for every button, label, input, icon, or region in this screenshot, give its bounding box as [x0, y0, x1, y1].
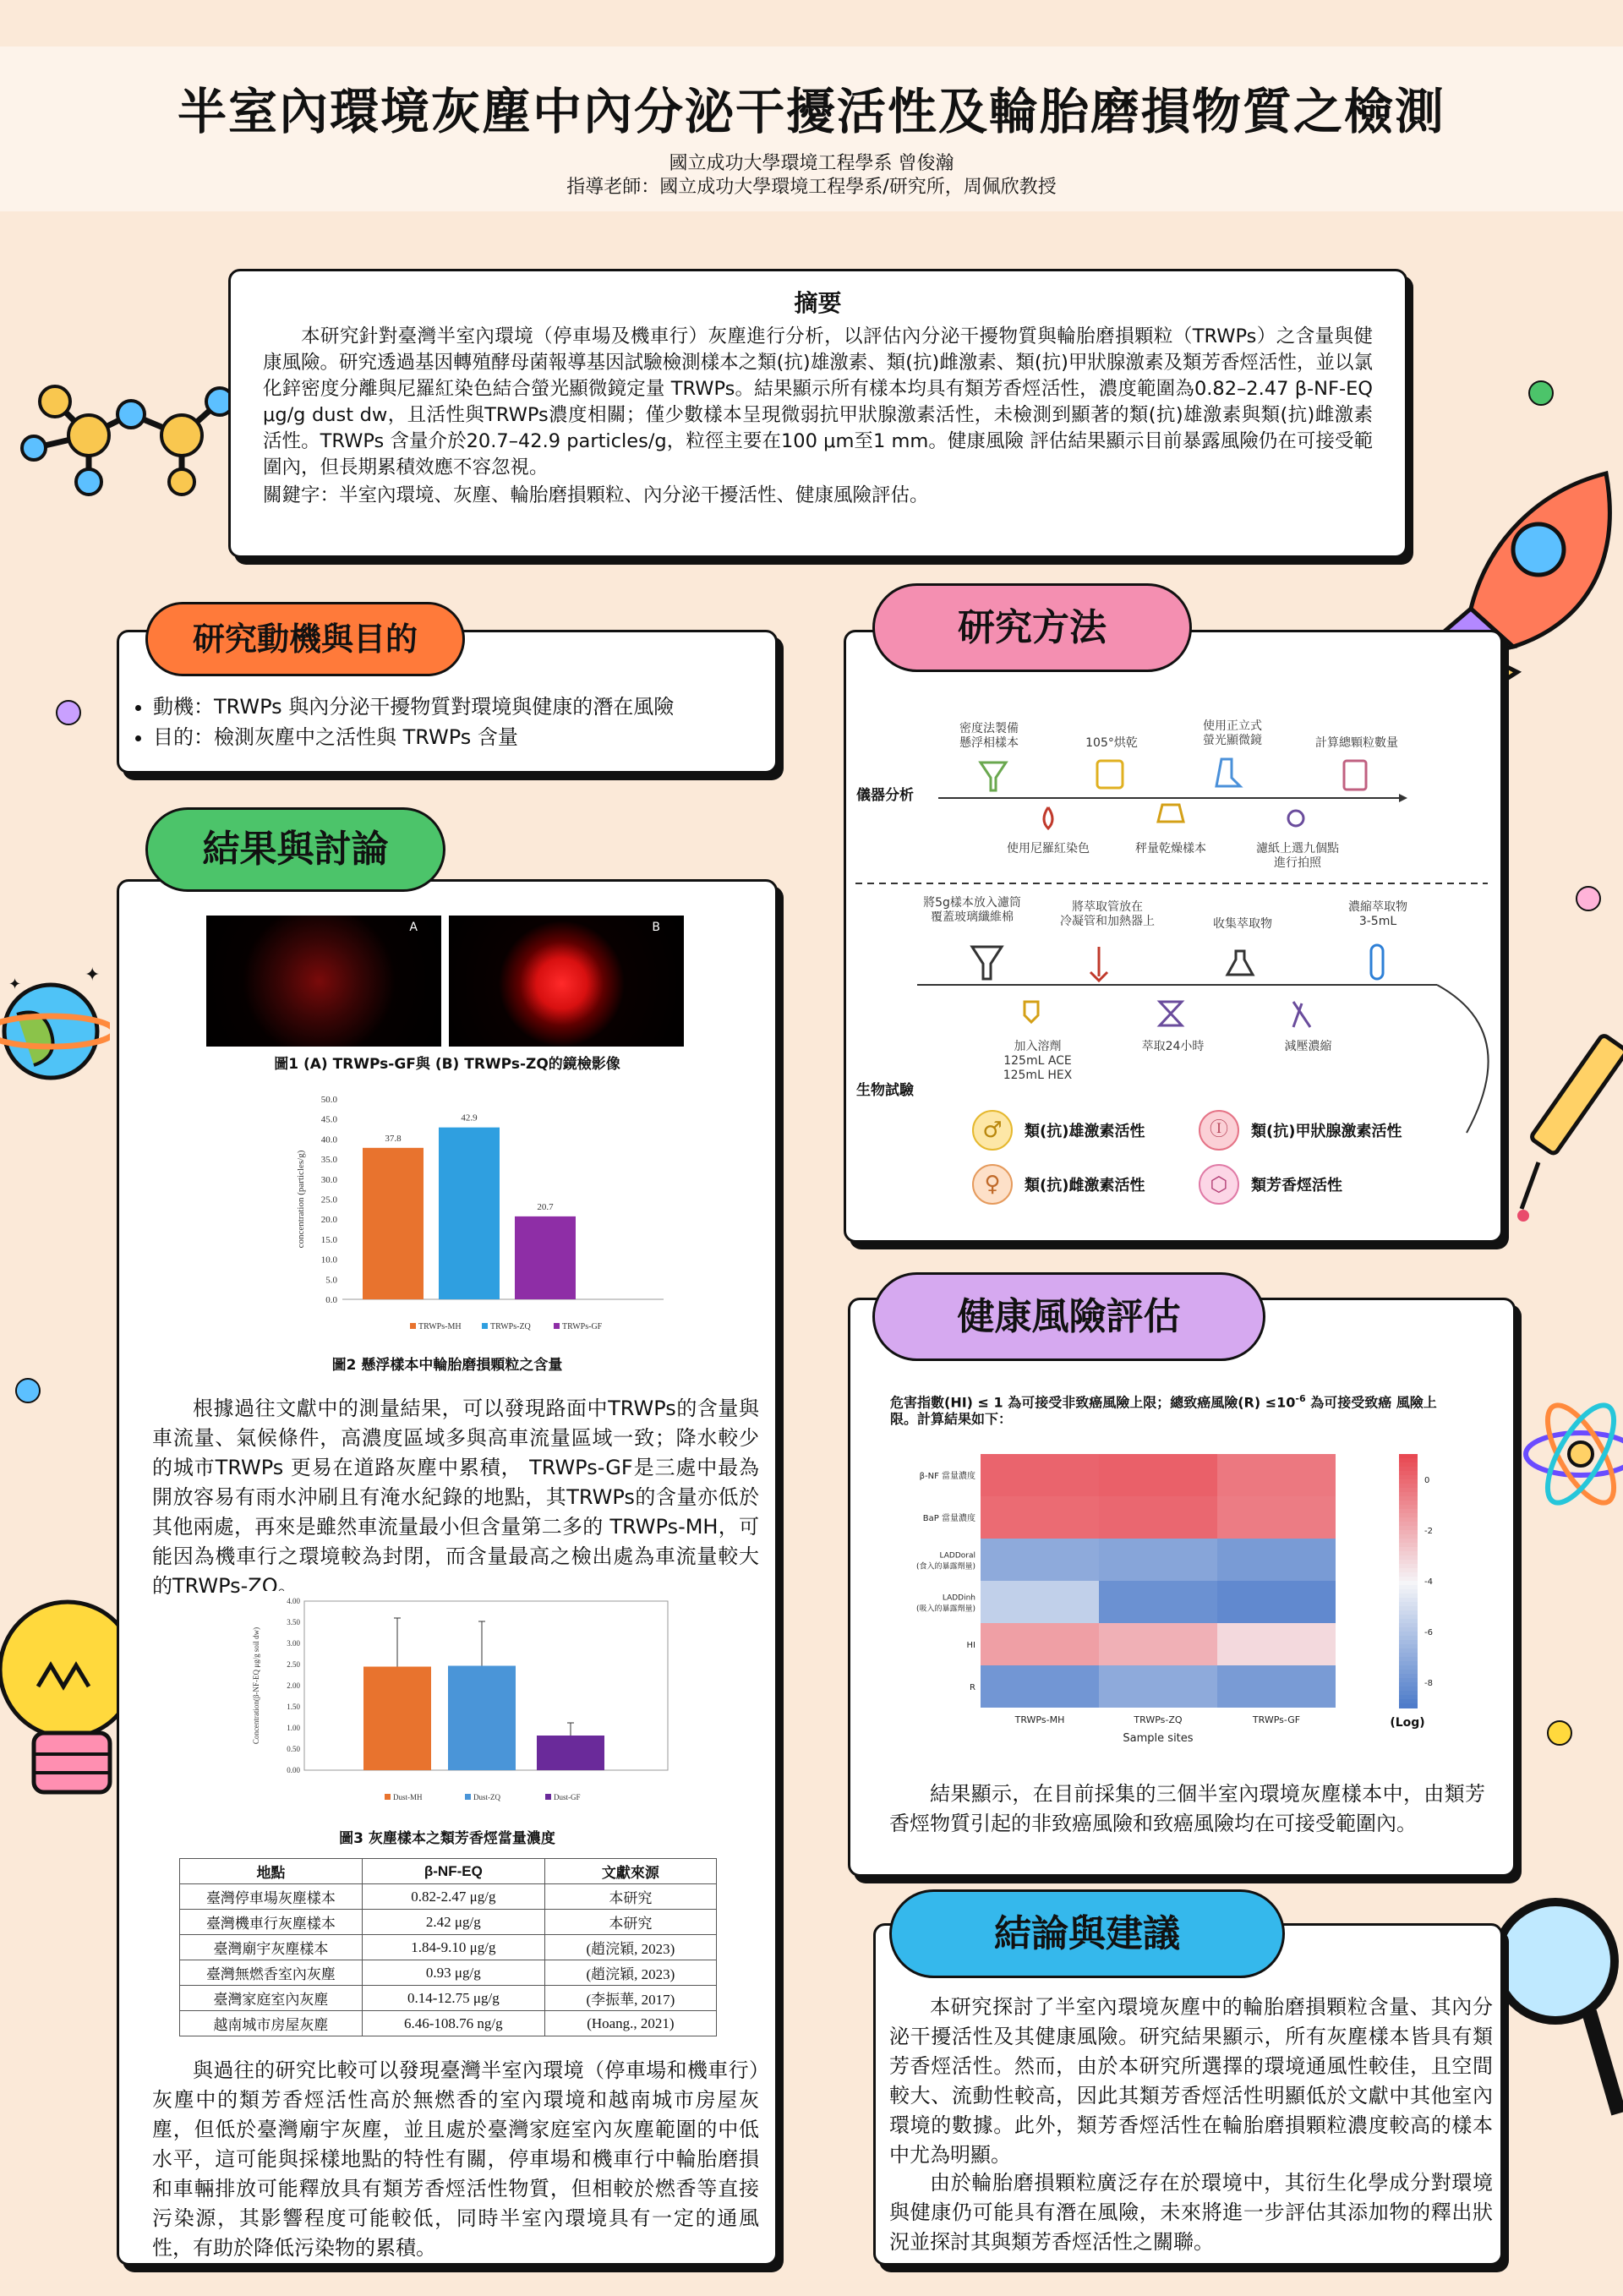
- bio-step-5: 加入溶劑 125mL ACE 125mL HEX: [1003, 1040, 1073, 1082]
- inst-step-4: 計算總顆粒數量: [1315, 736, 1398, 750]
- table-cell: 1.84-9.10 μg/g: [362, 1935, 544, 1960]
- y-tick-label: 2.00: [287, 1681, 300, 1690]
- dot-deco: [56, 700, 81, 725]
- planet-icon: [0, 964, 110, 1091]
- colorbar-tick-label: -2: [1424, 1527, 1433, 1536]
- legend-label: TRWPs-MH: [418, 1322, 462, 1331]
- table-header: 地點: [180, 1859, 363, 1884]
- fig1-caption: 圖1 (A) TRWPs-GF與 (B) TRWPs-ZQ的鏡檢影像: [274, 1056, 620, 1073]
- legend-swatch: [554, 1323, 560, 1329]
- bar: [515, 1216, 576, 1299]
- bio-step-3: 收集萃取物: [1213, 917, 1272, 931]
- heatmap-cell: [1099, 1665, 1217, 1708]
- heatmap-x-axis-label: Sample sites: [1123, 1732, 1194, 1745]
- heatmap-cell: [981, 1581, 1099, 1623]
- heatmap-cell: [981, 1496, 1099, 1539]
- microscopy-label: B: [652, 921, 660, 934]
- y-tick-label: 2.50: [287, 1660, 300, 1669]
- legend-label: Dust-ZQ: [473, 1793, 500, 1801]
- fig3-caption: 圖3 灰塵樣本之類芳香烴當量濃度: [339, 1830, 555, 1847]
- legend-label: Dust-GF: [554, 1793, 581, 1801]
- inst-step-3: 使用正立式 螢光顯微鏡: [1203, 719, 1262, 747]
- heatmap-cell: [1099, 1496, 1217, 1539]
- colorbar-tick-label: -4: [1424, 1577, 1433, 1587]
- legend-swatch: [482, 1323, 488, 1329]
- bar: [363, 1667, 431, 1771]
- heatmap-row-label: HI: [966, 1641, 975, 1650]
- table-cell: 越南城市房屋灰塵: [180, 2011, 363, 2036]
- table-cell: 臺灣家庭室內灰塵: [180, 1986, 363, 2011]
- table-cell: (Hoang., 2021): [544, 2011, 716, 2036]
- health-intro-text: 危害指數(HI) ≤ 1 為可接受非致癌風險上限；總致癌風險(R) ≤10: [890, 1394, 1296, 1411]
- syringe-icon: [1513, 1014, 1623, 1226]
- y-tick-label: 0.50: [287, 1745, 300, 1753]
- legend-swatch: [410, 1323, 416, 1329]
- health-conclusion: 結果顯示，在目前採集的三個半室內環境灰塵樣本中，由類芳香烴物質引起的非致癌風險和致癌風險均在可接受範圍內。: [889, 1782, 1485, 1835]
- y-tick-label: 35.0: [320, 1155, 337, 1166]
- y-tick-label: 0.00: [287, 1766, 300, 1774]
- y-tick-label: 40.0: [320, 1134, 337, 1145]
- dot-deco: [1547, 1720, 1572, 1746]
- dot-deco: [1576, 886, 1601, 911]
- results-paragraph-2: 與過往的研究比較可以發現臺灣半室內環境（停車場和機車行）灰塵中的類芳香烴活性高於無燃香的室內環境和越南城市房屋灰塵，但低於臺灣廟宇灰塵，並且處於臺灣家庭室內灰塵範圍的中低水平，這可能與採樣地點的特性有關，停車場和機車行中輪胎磨損和車輛排放可能釋放具有類芳香烴活性物質，但相較於燃香等直接污染源，其影響程度可能較低，同時半室內環境具有一定的通風性，有助於降低污染物的累積。: [152, 2058, 759, 2260]
- bar: [448, 1666, 516, 1771]
- male-symbol-icon: ♂: [972, 1110, 1013, 1151]
- assay-label: 類芳香烴活性: [1251, 1177, 1342, 1194]
- keywords: 關鍵字：半室內環境、灰塵、輪胎磨損顆粒、內分泌干擾活性、健康風險評估。: [263, 484, 929, 506]
- heatmap-row-label: (吸入的暴露劑量): [915, 1604, 975, 1614]
- fig2-caption: 圖2 懸浮樣本中輪胎磨損顆粒之含量: [331, 1357, 563, 1374]
- heatmap-row-label: (食入的暴露劑量): [915, 1562, 975, 1572]
- female-symbol-icon: ♀: [972, 1164, 1013, 1205]
- heatmap-row-label: β-NF 當量濃度: [919, 1472, 975, 1481]
- y-tick-label: 4.00: [287, 1597, 300, 1605]
- results-heading: 結果與討論: [145, 807, 445, 892]
- heatmap-cell: [1217, 1454, 1336, 1496]
- atom-icon: [1513, 1369, 1623, 1539]
- legend-label: Dust-MH: [393, 1793, 423, 1801]
- inst-step-5: 使用尼羅紅染色: [1007, 842, 1090, 856]
- fig2-bar-chart: [292, 1084, 676, 1342]
- table-cell: 6.46-108.76 ng/g: [362, 2011, 544, 2036]
- y-tick-label: 0.0: [325, 1295, 337, 1305]
- bio-step-7: 減壓濃縮: [1284, 1040, 1332, 1053]
- heatmap-row-label: LADDoral: [939, 1551, 975, 1561]
- inst-step-6: 秤量乾燥樣本: [1135, 842, 1206, 856]
- colorbar-label: (Log): [1390, 1716, 1425, 1730]
- health-heading: 健康風險評估: [872, 1272, 1265, 1361]
- abstract-text: 本研究針對臺灣半室內環境（停車場及機車行）灰塵進行分析，以評估內分泌干擾物質與輪胎磨損顆粒（TRWPs）之含量與健康風險。研究透過基因轉殖酵母菌報導基因試驗檢測樣本之類(抗)雄激素、類(抗)雌激素、類(抗)甲狀腺激素及類芳香烴活性，並以氯化鋅密度分離與尼羅紅染色結合螢光顯微鏡定量 TRWPs。結果顯示所有樣本均具有類芳香烴活性，濃度範圍為0.82–2.47 β-NF-EQ μg/g dust dw，且活性與TRWPs濃度相關；僅少數樣本呈現微弱抗甲狀腺激素活性，未檢測到顯著的類(抗)雄激素與類(抗)雌激素活性。TRWPs 含量介於20.7–42.9 particles/g，粒徑主要在100 μm至1 mm。健康風險 評估結果顯示目前暴露風險仍在可接受範圍內，但長期累積效應不容忽視。: [263, 325, 1373, 478]
- y-tick-label: 5.0: [325, 1275, 337, 1286]
- assay-label: 類(抗)雄激素活性: [1025, 1123, 1145, 1140]
- svg-text:✦: ✦: [85, 965, 101, 986]
- y-tick-label: 3.50: [287, 1618, 300, 1626]
- dot-deco: [1528, 380, 1554, 406]
- table-cell: 臺灣停車場灰塵樣本: [180, 1884, 363, 1910]
- magnifier-icon: [1488, 1868, 1623, 2122]
- microscopy-label: A: [409, 921, 418, 934]
- table-cell: 0.82-2.47 μg/g: [362, 1884, 544, 1910]
- molecule-icon: [8, 334, 237, 528]
- y-tick-label: 25.0: [320, 1194, 337, 1205]
- y-tick-label: 30.0: [320, 1174, 337, 1185]
- heatmap-cell: [981, 1539, 1099, 1581]
- assay-item: [972, 1110, 1145, 1151]
- heatmap-cell: [1217, 1623, 1336, 1665]
- table-header: β-NF-EQ: [362, 1859, 544, 1884]
- heatmap-row-label: R: [970, 1683, 975, 1692]
- results-paragraph-1: 根據過往文獻中的測量結果，可以發現路面中TRWPs的含量與車流量、氣候條件，高濃度區域多與高車流量區域一致；降水較少的城市TRWPs 更易在道路灰塵中累積， TRWPs-GF是三處中最為開放容易有雨水沖刷且有淹水紀錄的地點，其TRWPs的含量亦低於其他兩處，再來是雖然車流量最小但含量第二多的 TRWPs-MH，可能因為機車行之環境較為封閉，而含量最高之檢出處為車流量較大的TRWPs-ZQ。: [152, 1397, 759, 1598]
- colorbar-segment: [1399, 1703, 1418, 1708]
- heatmap-cell: [1217, 1496, 1336, 1539]
- bar: [537, 1736, 604, 1770]
- table-row: [180, 1935, 717, 1960]
- poster-title: 半室內環境灰塵中內分泌干擾活性及輪胎磨損物質之檢測: [177, 83, 1445, 140]
- motivation-item: • 動機：TRWPs 與內分泌干擾物質對環境與健康的潛在風險: [153, 692, 765, 722]
- bio-step-4: 濃縮萃取物 3-5mL: [1348, 900, 1407, 928]
- motivation-heading: 研究動機與目的: [145, 602, 465, 676]
- assay-item: [972, 1164, 1145, 1205]
- table-cell: (李振華, 2017): [544, 1986, 716, 2011]
- health-intro-sup: -6: [1295, 1393, 1306, 1404]
- abstract-title: 摘要: [794, 289, 842, 317]
- instrument-label: 儀器分析: [856, 787, 914, 804]
- legend-swatch: [545, 1794, 551, 1800]
- legend-swatch: [465, 1794, 471, 1800]
- author-block: [0, 152, 1623, 200]
- bar-value-label: 37.8: [385, 1133, 402, 1144]
- y-tick-label: 1.00: [287, 1724, 300, 1732]
- table-cell: 臺灣無燃香室內灰塵: [180, 1960, 363, 1986]
- y-axis-label: Concentration(β-NF-EQ μg/g soil dw): [252, 1626, 260, 1745]
- heatmap-cell: [1217, 1581, 1336, 1623]
- heatmap-col-label: TRWPs-ZQ: [1134, 1714, 1183, 1725]
- inst-step-7: 濾紙上選九個點 進行拍照: [1256, 842, 1339, 870]
- colorbar-tick-label: -6: [1424, 1628, 1433, 1637]
- table-cell: (趙浣穎, 2023): [544, 1960, 716, 1986]
- y-tick-label: 50.0: [320, 1095, 337, 1105]
- table-header-row: [180, 1859, 717, 1884]
- heatmap-col-label: TRWPs-GF: [1252, 1714, 1301, 1725]
- legend-label: TRWPs-GF: [562, 1322, 603, 1331]
- inst-step-2: 105°烘乾: [1085, 736, 1138, 750]
- assay-item: [1199, 1110, 1402, 1151]
- advisor-name: 指導老師：國立成功大學環境工程學系/研究所，周佩欣教授: [566, 177, 1057, 198]
- assay-label: 類(抗)雌激素活性: [1025, 1177, 1145, 1194]
- method-flow-lines: [845, 710, 1500, 1150]
- heatmap-cell: [981, 1623, 1099, 1665]
- table-cell: 臺灣廟宇灰塵樣本: [180, 1935, 363, 1960]
- bar-value-label: 20.7: [537, 1201, 554, 1212]
- bar-value-label: 42.9: [461, 1112, 478, 1123]
- inst-step-1: 密度法製備 懸浮相樣本: [959, 722, 1019, 750]
- table-cell: 0.14-12.75 μg/g: [362, 1986, 544, 2011]
- motivation-item: • 目的：檢測灰塵中之活性與 TRWPs 含量: [153, 722, 765, 752]
- table-cell: (趙浣穎, 2023): [544, 1935, 716, 1960]
- heatmap-row-label: LADDinh: [942, 1594, 975, 1603]
- bio-step-2: 將萃取管放在 冷凝管和加熱器上: [1060, 900, 1155, 928]
- legend-swatch: [385, 1794, 391, 1800]
- svg-text:✦: ✦: [8, 976, 22, 993]
- y-tick-label: 20.0: [320, 1215, 337, 1226]
- health-intro-tail: 為可接受致癌 風險上限。計算結果如下：: [890, 1394, 1437, 1428]
- heatmap-cell: [1099, 1539, 1217, 1581]
- y-tick-label: 45.0: [320, 1114, 337, 1125]
- table-row: [180, 1986, 717, 2011]
- abstract-box: [228, 269, 1407, 558]
- thyroid-icon: Ⓘ: [1199, 1110, 1239, 1151]
- dot-deco: [15, 1378, 41, 1403]
- bio-label: 生物試驗: [856, 1082, 914, 1099]
- bio-step-6: 萃取24小時: [1141, 1040, 1205, 1053]
- heatmap-cell: [981, 1665, 1099, 1708]
- table-row: [180, 1910, 717, 1935]
- microscopy-image-a: [206, 916, 441, 1047]
- table-row: [180, 1884, 717, 1910]
- heatmap-cell: [1099, 1454, 1217, 1496]
- health-intro: [890, 1391, 1456, 1428]
- heatmap-cell: [1217, 1539, 1336, 1581]
- assay-label: 類(抗)甲狀腺激素活性: [1251, 1123, 1402, 1140]
- conclusions-paragraph-1: 本研究探討了半室內環境灰塵中的輪胎磨損顆粒含量、其內分泌干擾活性及其健康風險。研究結果顯示，所有灰塵樣本皆具有類芳香烴活性。然而，由於本研究所選擇的環境通風性較佳，且空間較大、流動性較高，因此其類芳香烴活性明顯低於文獻中其他室內環境的數據。此外，類芳香烴活性在輪胎磨損顆粒濃度較高的樣本中尤為明顯。: [889, 1995, 1493, 2167]
- conclusions-paragraph-2: 由於輪胎磨損顆粒廣泛存在於環境中，其衍生化學成分對環境與健康仍可能具有潛在風險，未來將進一步評估其添加物的釋出狀況並探討其與類芳香烴活性之關聯。: [889, 2171, 1493, 2254]
- table-header: 文獻來源: [544, 1859, 716, 1884]
- y-tick-label: 10.0: [320, 1255, 337, 1266]
- assay-item: [1199, 1164, 1342, 1205]
- heatmap-cell: [1217, 1665, 1336, 1708]
- y-tick-label: 15.0: [320, 1234, 337, 1245]
- methods-heading: 研究方法: [872, 583, 1192, 672]
- fig3-bar-chart: [245, 1591, 685, 1811]
- legend-label: TRWPs-ZQ: [490, 1322, 531, 1331]
- conclusions-heading: 結論與建議: [889, 1889, 1285, 1978]
- colorbar-tick-label: -8: [1424, 1679, 1433, 1688]
- heatmap-cell: [1099, 1623, 1217, 1665]
- bar: [439, 1128, 500, 1299]
- y-axis-label: concentration (particles/g): [296, 1150, 306, 1249]
- bar: [363, 1148, 424, 1299]
- microscopy-image-b: [449, 916, 684, 1047]
- table-cell: 臺灣機車行灰塵樣本: [180, 1910, 363, 1935]
- risk-heatmap: [888, 1437, 1450, 1771]
- table-row: [180, 1960, 717, 1986]
- table-cell: 0.93 μg/g: [362, 1960, 544, 1986]
- heatmap-row-label: BaP 當量濃度: [922, 1514, 975, 1523]
- table-cell: 本研究: [544, 1910, 716, 1935]
- bio-step-1: 將5g樣本放入濾筒 覆蓋玻璃纖維棉: [923, 896, 1021, 924]
- table-row: [180, 2011, 717, 2036]
- y-tick-label: 3.00: [287, 1639, 300, 1648]
- table-cell: 2.42 μg/g: [362, 1910, 544, 1935]
- comparison-table: [179, 1858, 717, 2036]
- author-name: 國立成功大學環境工程學系 曾俊瀚: [669, 153, 954, 174]
- benzene-ring-icon: ⬡: [1199, 1164, 1239, 1205]
- y-tick-label: 1.50: [287, 1703, 300, 1711]
- table-cell: 本研究: [544, 1884, 716, 1910]
- heatmap-col-label: TRWPs-MH: [1014, 1714, 1065, 1725]
- heatmap-cell: [981, 1454, 1099, 1496]
- colorbar-tick-label: 0: [1424, 1476, 1430, 1485]
- heatmap-cell: [1099, 1581, 1217, 1623]
